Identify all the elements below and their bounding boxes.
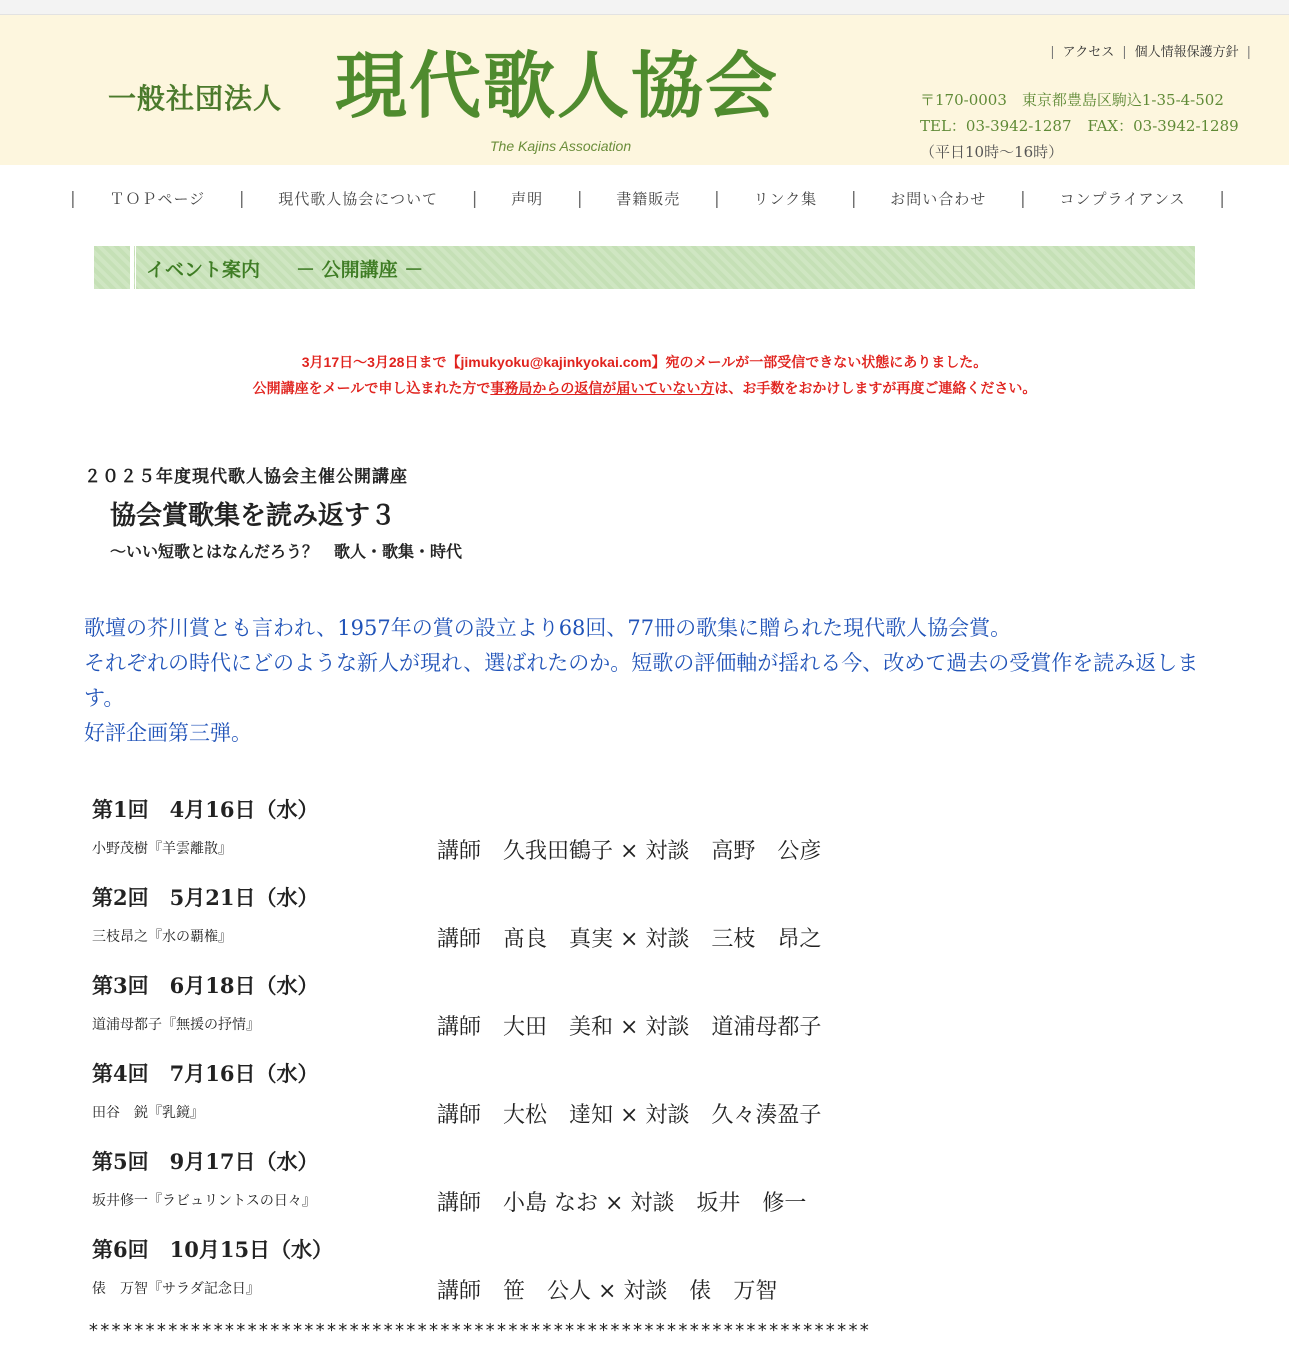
session-book: 俵 万智『サラダ記念日』 [92, 1281, 260, 1297]
lecture-subtitle: 〜いい短歌とはなんだろう？ 歌人・歌集・時代 [110, 542, 463, 561]
session-date: 第6回 10月15日（水） [92, 1237, 334, 1262]
intro-line-1: 歌壇の芥川賞とも言われ、1957年の賞の設立より68回、77冊の歌集に贈られた現代歌人協会賞。 [84, 616, 1012, 640]
session-date: 第2回 5月21日（水） [92, 885, 319, 910]
phone-fax [920, 113, 1239, 139]
session-lecturer: 講師 笹 公人 × 対談 俵 万智 [437, 1279, 778, 1304]
nav-compliance[interactable]: コンプライアンス [1059, 190, 1186, 208]
session-book: 小野茂樹『羊雲離散』 [92, 841, 232, 857]
utility-links: | アクセス | 個人情報保護方針 | [1050, 45, 1251, 60]
banner-subtitle: － 公開講座 － [296, 259, 424, 281]
fax-number: FAX：03-3942-1289 [1087, 117, 1239, 135]
session-lecturer: 講師 大松 達知 × 対談 久々湊盈子 [437, 1103, 822, 1128]
intro-line-2: それぞれの時代にどのような新人が現れ、選ばれたのか。短歌の評価軸が揺れる今、改めて過去の受賞作を読み返します。 [84, 651, 1199, 710]
tel-number: TEL：03-3942-1287 [920, 117, 1072, 135]
session-lecturer: 講師 髙良 真実 × 対談 三枝 昂之 [437, 927, 822, 952]
session-item [92, 966, 1192, 1054]
nav-about[interactable]: 現代歌人協会について [278, 190, 438, 208]
nav-contact[interactable]: お問い合わせ [890, 190, 987, 208]
intro-line-3: 好評企画第三弾。 [84, 721, 252, 745]
nav-top[interactable]: ＴＯＰページ [109, 190, 206, 208]
access-link[interactable]: アクセス [1062, 45, 1115, 60]
session-book: 道浦母都子『無援の抒情』 [92, 1017, 260, 1033]
notice-line-2: 公開講座をメールで申し込まれた方で事務局からの返信が届いていない方は、お手数をおかけしますが再度ご連絡ください。 [252, 380, 1037, 396]
browser-top-strip [0, 0, 1289, 15]
privacy-policy-link[interactable]: 個人情報保護方針 [1134, 45, 1239, 60]
banner-title [146, 255, 423, 282]
session-book: 坂井修一『ラビュリントスの日々』 [92, 1193, 316, 1209]
session-date: 第5回 9月17日（水） [92, 1149, 319, 1174]
logo-english-name: The Kajins Association [490, 138, 632, 154]
session-item [92, 1142, 1192, 1230]
session-item [92, 878, 1192, 966]
session-lecturer: 講師 小島 なお × 対談 坂井 修一 [437, 1191, 807, 1216]
office-hours: （平日10時〜16時） [920, 143, 1064, 161]
site-header [0, 15, 1289, 165]
session-date: 第3回 6月18日（水） [92, 973, 319, 998]
notice-line-1: 3月17日〜3月28日まで【jimukyoku@kajinkyokai.com】宛のメールが一部受信できない状態にありました。 [301, 354, 988, 370]
session-list [92, 790, 1192, 1318]
session-item [92, 790, 1192, 878]
logo-org-name[interactable]: 現代歌人協会 [335, 43, 780, 128]
session-book: 田谷 鋭『乳鏡』 [92, 1105, 204, 1121]
session-item [92, 1230, 1192, 1318]
postal-address: 〒170-0003 東京都豊島区駒込1-35-4-502 [920, 91, 1224, 109]
nav-books[interactable]: 書籍販売 [616, 190, 681, 208]
session-book: 三枝昂之『水の覇権』 [92, 929, 232, 945]
session-item [92, 1054, 1192, 1142]
session-lecturer: 講師 大田 美和 × 対談 道浦母都子 [437, 1015, 822, 1040]
session-lecturer: 講師 久我田鶴子 × 対談 高野 公彦 [437, 839, 822, 864]
notice-underlined: 事務局からの返信が届いていない方 [490, 380, 715, 396]
main-nav: | ＴＯＰページ | 現代歌人協会について | 声明 | 書籍販売 | リンク集 | お問い合わせ | コンプライアンス | [70, 188, 1225, 209]
email-notice [0, 349, 1289, 401]
session-date: 第1回 4月16日（水） [92, 797, 319, 822]
nav-statement[interactable]: 声明 [511, 190, 544, 208]
session-date: 第4回 7月16日（水） [92, 1061, 319, 1086]
contact-info [920, 87, 1239, 165]
intro-text [84, 611, 1214, 751]
nav-links[interactable]: リンク集 [753, 190, 818, 208]
asterisk-divider: ********************************************************************* [88, 1320, 871, 1341]
section-banner [94, 246, 1195, 289]
lecture-title: 協会賞歌集を読み返す３ [110, 501, 397, 531]
banner-title-main: イベント案内 [146, 259, 261, 281]
lecture-year-label: ２０２５年度現代歌人協会主催公開講座 [84, 467, 408, 487]
logo-org-prefix: 一般社団法人 [108, 82, 283, 115]
